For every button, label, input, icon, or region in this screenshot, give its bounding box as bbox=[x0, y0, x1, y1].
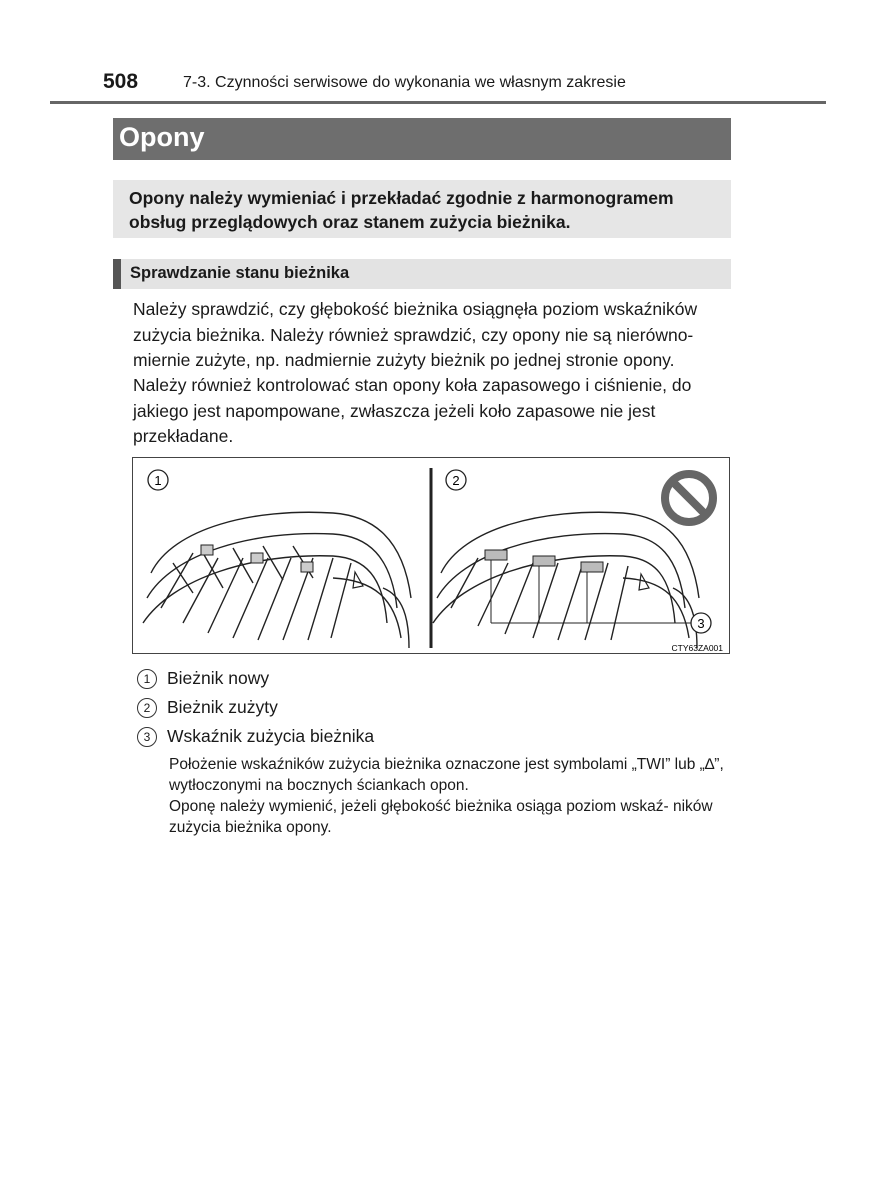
paragraph-1: Należy sprawdzić, czy głębokość bieżnika osiągnęła poziom wskaźników zużycia bieżnika. Należy również sprawdzić, czy opony nie są nierówno- miernie zużyte, np. nadmiernie zużyty bieżnik po jednej stronie opony. bbox=[133, 299, 698, 370]
summary-box bbox=[113, 180, 731, 238]
legend-label: Wskaźnik zużycia bieżnika bbox=[167, 726, 375, 746]
panel-1-marker bbox=[148, 470, 168, 490]
twi-triangle-1 bbox=[353, 572, 363, 588]
paragraph-2: Należy również kontrolować stan opony koła zapasowego i ciśnienie, do jakiego jest napompowane, zwłaszcza jeżeli koło zapasowe nie jest przekładane. bbox=[133, 375, 692, 446]
legend-label: Bieżnik nowy bbox=[167, 668, 270, 688]
svg-text:2: 2 bbox=[452, 473, 460, 488]
page-number: 508 bbox=[103, 70, 139, 93]
no-symbol-icon bbox=[665, 474, 713, 522]
subsection-heading: Sprawdzanie stanu bieżnika bbox=[130, 264, 350, 282]
heading-accent bbox=[113, 259, 121, 289]
note-2: Oponę należy wymienić, jeżeli głębokość bieżnika osiąga poziom wskaź- ników zużycia bieżnika opony. bbox=[169, 798, 713, 836]
panel-2-marker bbox=[446, 470, 466, 490]
summary-text: Opony należy wymieniać i przekładać zgodnie z harmonogramem obsług przeglądowych oraz stanem zużycia bieżnika. bbox=[129, 188, 674, 232]
legend-label: Bieżnik zużyty bbox=[167, 697, 278, 717]
callout-3-marker bbox=[691, 613, 711, 633]
tire-new bbox=[143, 512, 411, 648]
figure-code: CTY63ZA001 bbox=[671, 643, 723, 653]
svg-text:3: 3 bbox=[697, 616, 705, 631]
subsection-heading-bar bbox=[113, 259, 731, 289]
header-rule bbox=[50, 101, 826, 104]
section-path: 7-3. Czynności serwisowe do wykonania we własnym zakresie bbox=[183, 74, 626, 91]
tread-illustration bbox=[133, 458, 731, 655]
note-1: Położenie wskaźników zużycia bieżnika oznaczone jest symbolami „TWI” lub „∆”, wytłoczonymi na bocznych ściankach opon. bbox=[169, 756, 724, 794]
tread-figure bbox=[132, 457, 730, 654]
tire-worn bbox=[433, 512, 699, 648]
tread-indicators-worn bbox=[485, 550, 603, 572]
legend-number: 3 bbox=[137, 727, 157, 747]
legend-number: 2 bbox=[137, 698, 157, 718]
page-title: Opony bbox=[119, 122, 205, 152]
legend-number: 1 bbox=[137, 669, 157, 689]
svg-text:1: 1 bbox=[154, 473, 162, 488]
title-bar bbox=[113, 118, 731, 160]
